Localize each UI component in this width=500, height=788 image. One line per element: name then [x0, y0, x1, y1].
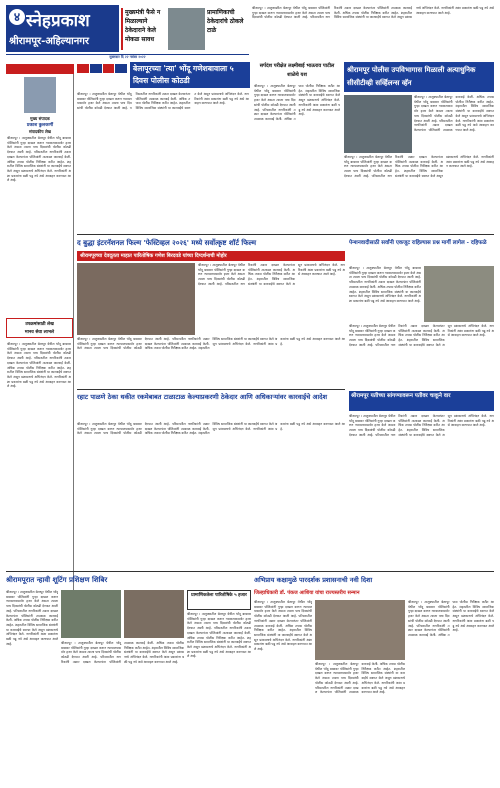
- editor-photo: [24, 77, 56, 113]
- s1-headline: बेलापूरच्या 'त्या' भोंदू गणेशबावाला ५ दिवस पोलीस कोठडी: [130, 62, 250, 88]
- s4-subheadline: श्रीरामपूरच्या देवदूतता माहात पारितोषिक गणेश बिरदवडे यांच्या दिग्दर्शनाची मोहोर: [77, 251, 345, 261]
- s7-text: श्रीरामपूर । तालुक्यातील बेलापूर येथील भोंदू बाबावर पोलिसांनी गुन्हा दाखल करून न्यायालयासमोर हजर केले असता त्याला पाच दिवसांची पोलीस कोठडी देण्यात आली आहे. परिसरातील नागरिकांनी तक्रार दाखल केल्यानंतर पोलिसांनी तात्काळ कारवाई केली. अधिक तपास पोलीस निरीक्षक करीत आहेत. शहरातील विविध सामाजिक संस्थांनी या कारवाईचे स्वागत केले असून प्रशासनाचे अभिनंदन केले. नागरिकांनी अशा प्रकारांना बळी पडू नये असे आवाहन करण्यात आले आहे.: [349, 414, 494, 437]
- divider: [77, 234, 494, 235]
- left-col-head-box: [6, 318, 73, 338]
- s7-headline: श्रीरामपूर यतीच्या सांगण्यावरून पतीवर चाकूने वार: [349, 391, 494, 411]
- left-column: [6, 64, 74, 627]
- divider: [6, 571, 494, 572]
- shooting-photo-2: [124, 590, 184, 638]
- left-col-text-2: श्रीरामपूर । तालुक्यातील बेलापूर येथील भोंदू बाबावर पोलिसांनी गुन्हा दाखल करून न्यायालयासमोर हजर केले असता त्याला पाच दिवसांची पोलीस कोठडी देण्यात आली आहे. परिसरातील नागरिकांनी तक्रार दाखल केल्यानंतर पोलिसांनी तात्काळ कारवाई केली. अधिक तपास पोलीस निरीक्षक करीत आहेत. शहरातील विविध सामाजिक संस्थांनी या कारवाईचे स्वागत केले असून प्रशासनाचे अभिनंदन केले. नागरिकांनी अशा प्रकारांना बळी पडू नये असे आवाहन करण्यात आले आहे.: [7, 342, 71, 389]
- editor-tag: संपादकीय लेख: [29, 129, 51, 134]
- s3-text-b: श्रीरामपूर । तालुक्यातील बेलापूर येथील भोंदू बाबावर पोलिसांनी गुन्हा दाखल करून न्यायालयासमोर हजर केले असता त्याला पाच दिवसांची पोलीस कोठडी देण्यात आली आहे. परिसरातील नागरिकांनी तक्रार दाखल केल्यानंतर पोलिसांनी तात्काळ कारवाई केली. अधिक तपास पोलीस निरीक्षक करीत आहेत. शहरातील विविध सामाजिक संस्थांनी या कारवाईचे स्वागत केले असून प्रशासनाचे अभिनंदन केले. नागरिकांनी अशा प्रकारांना बळी पडू नये असे आवाहन करण्यात आले आहे.: [344, 155, 494, 178]
- tag-right: प्रामाणिकाची ठेकेदारांचे ठोकले टाळे: [207, 9, 244, 34]
- s5-text-b: श्रीरामपूर । तालुक्यातील बेलापूर येथील भोंदू बाबावर पोलिसांनी गुन्हा दाखल करून न्यायालयासमोर हजर केले असता त्याला पाच दिवसांची पोलीस कोठडी देण्यात आली आहे. परिसरातील नागरिकांनी तक्रार दाखल केल्यानंतर पोलिसांनी तात्काळ कारवाई केली. अधिक तपास पोलीस निरीक्षक करीत आहेत. शहरातील विविध सामाजिक संस्थांनी या कारवाईचे स्वागत केले असून प्रशासनाचे अभिनंदन केले. नागरिकांनी अशा प्रकारांना बळी पडू नये असे आवाहन करण्यात आले आहे.: [349, 324, 494, 347]
- s9-headline: अभिप्राय कक्षामुळे पारदर्शक प्रशासनाची नवी दिशा: [254, 576, 373, 584]
- top-right-story-text: श्रीरामपूर । तालुक्यातील बेलापूर येथील भोंदू बाबावर पोलिसांनी गुन्हा दाखल करून न्यायालयासमोर हजर केले असता त्याला पाच दिवसांची पोलीस कोठडी देण्यात आली आहे. परिसरातील नागरिकांनी तक्रार दाखल केल्यानंतर पोलिसांनी तात्काळ कारवाई केली. अधिक तपास पोलीस निरीक्षक करीत आहेत. शहरातील विविध सामाजिक संस्थांनी या कारवाईचे स्वागत केले असून प्रशासनाचे अभिनंदन केले. नागरिकांनी अशा प्रकारांना बळी पडू नये असे आवाहन करण्यात आले आहे.: [252, 6, 494, 20]
- masthead-title: स्नेहप्रकाश: [26, 11, 90, 31]
- s1-text: श्रीरामपूर । तालुक्यातील बेलापूर येथील भोंदू बाबावर पोलिसांनी गुन्हा दाखल करून न्यायालयासमोर हजर केले असता त्याला पाच दिवसांची पोलीस कोठडी देण्यात आली आहे. परिसरातील नागरिकांनी तक्रार दाखल केल्यानंतर पोलिसांनी तात्काळ कारवाई केली. अधिक तपास पोलीस निरीक्षक करीत आहेत. शहरातील विविध सामाजिक संस्थांनी या कारवाईचे स्वागत केले असून प्रशासनाचे अभिनंदन केले. नागरिकांनी अशा प्रकारांना बळी पडू नये असे आवाहन करण्यात आले आहे.: [77, 92, 249, 111]
- left-col-head-b: मानव सेवा लाभले: [24, 330, 55, 335]
- s9-box-headline: प्रामाणिकतेला पारितोषिके ५ हजार: [187, 590, 251, 610]
- s5-text-a: श्रीरामपूर । तालुक्यातील बेलापूर येथील भोंदू बाबावर पोलिसांनी गुन्हा दाखल करून न्यायालयासमोर हजर केले असता त्याला पाच दिवसांची पोलीस कोठडी देण्यात आली आहे. परिसरातील नागरिकांनी तक्रार दाखल केल्यानंतर पोलिसांनी तात्काळ कारवाई केली. अधिक तपास पोलीस निरीक्षक करीत आहेत. शहरातील विविध सामाजिक संस्थांनी या कारवाईचे स्वागत केले असून प्रशासनाचे अभिनंदन केले. नागरिकांनी अशा प्रकारांना बळी पडू नये असे आवाहन करण्यात आले आहे.: [349, 266, 421, 303]
- collector-photo: [315, 600, 405, 660]
- s3-text-a: श्रीरामपूर । तालुक्यातील बेलापूर येथील भोंदू बाबावर पोलिसांनी गुन्हा दाखल करून न्यायालयासमोर हजर केले असता त्याला पाच दिवसांची पोलीस कोठडी देण्यात आली आहे. परिसरातील नागरिकांनी तक्रार दाखल केल्यानंतर पोलिसांनी तात्काळ कारवाई केली. अधिक तपास पोलीस निरीक्षक करीत आहेत. शहरातील विविध सामाजिक संस्थांनी या कारवाईचे स्वागत केले असून प्रशासनाचे अभिनंदन केले. नागरिकांनी अशा प्रकारांना बळी पडू नये असे आवाहन करण्यात आले आहे.: [414, 95, 494, 132]
- masthead-photo: [168, 8, 205, 50]
- s8-text-b: श्रीरामपूर । तालुक्यातील बेलापूर येथील भोंदू बाबावर पोलिसांनी गुन्हा दाखल करून न्यायालयासमोर हजर केले असता त्याला पाच दिवसांची पोलीस कोठडी देण्यात आली आहे. परिसरातील नागरिकांनी तक्रार दाखल केल्यानंतर पोलिसांनी तात्काळ कारवाई केली. अधिक तपास पोलीस निरीक्षक करीत आहेत. शहरातील विविध सामाजिक संस्थांनी या कारवाईचे स्वागत केले असून प्रशासनाचे अभिनंदन केले. नागरिकांनी अशा प्रकारांना बळी पडू नये असे आवाहन करण्यात आले आहे.: [61, 641, 184, 664]
- s4-text-b: श्रीरामपूर । तालुक्यातील बेलापूर येथील भोंदू बाबावर पोलिसांनी गुन्हा दाखल करून न्यायालयासमोर हजर केले असता त्याला पाच दिवसांची पोलीस कोठडी देण्यात आली आहे. परिसरातील नागरिकांनी तक्रार दाखल केल्यानंतर पोलिसांनी तात्काळ कारवाई केली. अधिक तपास पोलीस निरीक्षक करीत आहेत. शहरातील विविध सामाजिक संस्थांनी या कारवाईचे स्वागत केले असून प्रशासनाचे अभिनंदन केले. नागरिकांनी अशा प्रकारांना बळी पडू नये असे आवाहन करण्यात आले आहे.: [77, 337, 345, 351]
- dateline: मुक्तवार दि २२ नवंबर २०२२: [109, 55, 146, 59]
- s9-subheadline: जिल्हाधिकारी डॉ. पंकज आशिया यांचा राज्यस्तरीय सन्मान: [254, 590, 360, 596]
- s2-headline: सर्पदंश परीक्षेत लक्ष्मीबाई भाऊराव पाटील शाळेचे यश: [259, 63, 335, 78]
- dateline-bar: [6, 54, 249, 60]
- masthead: [6, 5, 119, 52]
- s9-text-c: श्रीरामपूर । तालुक्यातील बेलापूर येथील भोंदू बाबावर पोलिसांनी गुन्हा दाखल करून न्यायालयासमोर हजर केले असता त्याला पाच दिवसांची पोलीस कोठडी देण्यात आली आहे. परिसरातील नागरिकांनी तक्रार दाखल केल्यानंतर पोलिसांनी तात्काळ कारवाई केली. अधिक तपास पोलीस निरीक्षक करीत आहेत. शहरातील विविध सामाजिक संस्थांनी या कारवाईचे स्वागत केले असून प्रशासनाचे अभिनंदन केले. नागरिकांनी अशा प्रकारांना बळी पडू नये असे आवाहन करण्यात आले आहे.: [408, 600, 494, 637]
- s8-text-a: श्रीरामपूर । तालुक्यातील बेलापूर येथील भोंदू बाबावर पोलिसांनी गुन्हा दाखल करून न्यायालयासमोर हजर केले असता त्याला पाच दिवसांची पोलीस कोठडी देण्यात आली आहे. परिसरातील नागरिकांनी तक्रार दाखल केल्यानंतर पोलिसांनी तात्काळ कारवाई केली. अधिक तपास पोलीस निरीक्षक करीत आहेत. शहरातील विविध सामाजिक संस्थांनी या कारवाईचे स्वागत केले असून प्रशासनाचे अभिनंदन केले. नागरिकांनी अशा प्रकारांना बळी पडू नये असे आवाहन करण्यात आले आहे.: [6, 590, 58, 646]
- divider: [77, 389, 345, 390]
- section-label-bar: [77, 64, 127, 73]
- left-col-badge: [6, 64, 74, 74]
- s8-headline: श्रीरामपूरात न्हावी शूटिंग प्रशिक्षण शिबिर: [6, 576, 108, 584]
- tag-right-box: [207, 8, 249, 50]
- s4-text-a: श्रीरामपूर । तालुक्यातील बेलापूर येथील भोंदू बाबावर पोलिसांनी गुन्हा दाखल करून न्यायालयासमोर हजर केले असता त्याला पाच दिवसांची पोलीस कोठडी देण्यात आली आहे. परिसरातील नागरिकांनी तक्रार दाखल केल्यानंतर पोलिसांनी तात्काळ कारवाई केली. अधिक तपास पोलीस निरीक्षक करीत आहेत. शहरातील विविध सामाजिक संस्थांनी या कारवाईचे स्वागत केले असून प्रशासनाचे अभिनंदन केले. नागरिकांनी अशा प्रकारांना बळी पडू नये असे आवाहन करण्यात आले आहे.: [198, 263, 345, 286]
- left-col-text-1: श्रीरामपूर । तालुक्यातील बेलापूर येथील भोंदू बाबावर पोलिसांनी गुन्हा दाखल करून न्यायालयासमोर हजर केले असता त्याला पाच दिवसांची पोलीस कोठडी देण्यात आली आहे. परिसरातील नागरिकांनी तक्रार दाखल केल्यानंतर पोलिसांनी तात्काळ कारवाई केली. अधिक तपास पोलीस निरीक्षक करीत आहेत. शहरातील विविध सामाजिक संस्थांनी या कारवाईचे स्वागत केले असून प्रशासनाचे अभिनंदन केले. नागरिकांनी अशा प्रकारांना बळी पडू नये असे आवाहन करण्यात आले आहे.: [7, 136, 71, 183]
- s9-text-b: श्रीरामपूर । तालुक्यातील बेलापूर येथील भोंदू बाबावर पोलिसांनी गुन्हा दाखल करून न्यायालयासमोर हजर केले असता त्याला पाच दिवसांची पोलीस कोठडी देण्यात आली आहे. परिसरातील नागरिकांनी तक्रार दाखल केल्यानंतर पोलिसांनी तात्काळ कारवाई केली. अधिक तपास पोलीस निरीक्षक करीत आहेत. शहरातील विविध सामाजिक संस्थांनी या कारवाईचे स्वागत केले असून प्रशासनाचे अभिनंदन केले. नागरिकांनी अशा प्रकारांना बळी पडू नये असे आवाहन करण्यात आले आहे.: [315, 662, 405, 695]
- s9-box-text: श्रीरामपूर । तालुक्यातील बेलापूर येथील भोंदू बाबावर पोलिसांनी गुन्हा दाखल करून न्यायालयासमोर हजर केले असता त्याला पाच दिवसांची पोलीस कोठडी देण्यात आली आहे. परिसरातील नागरिकांनी तक्रार दाखल केल्यानंतर पोलिसांनी तात्काळ कारवाई केली. अधिक तपास पोलीस निरीक्षक करीत आहेत. शहरातील विविध सामाजिक संस्थांनी या कारवाईचे स्वागत केले असून प्रशासनाचे अभिनंदन केले. नागरिकांनी अशा प्रकारांना बळी पडू नये असे आवाहन करण्यात आले आहे.: [187, 612, 251, 659]
- s3-headline: श्रीरामपूर पोलीस उपविभागास मिळाली अत्याधुनिक सीसीटीव्ही सर्व्हिलन्स व्हॅन: [344, 62, 494, 92]
- editor-name: प्रकाश कुलकर्णी: [26, 123, 54, 128]
- s4-headline: द बुद्धा इंटरनॅशनल फिल्म 'फेस्टिव्हल २०२६' मध्ये सर्वोत्कृष्ट शॉर्ट फिल्म: [77, 239, 257, 247]
- editor-label: मुख्य संपादक: [30, 116, 50, 121]
- police-van-photo: [344, 95, 412, 153]
- s2-text: श्रीरामपूर । तालुक्यातील बेलापूर येथील भोंदू बाबावर पोलिसांनी गुन्हा दाखल करून न्यायालयासमोर हजर केले असता त्याला पाच दिवसांची पोलीस कोठडी देण्यात आली आहे. परिसरातील नागरिकांनी तक्रार दाखल केल्यानंतर पोलिसांनी तात्काळ कारवाई केली. अधिक तपास पोलीस निरीक्षक करीत आहेत. शहरातील विविध सामाजिक संस्थांनी या कारवाईचे स्वागत केले असून प्रशासनाचे अभिनंदन केले. नागरिकांनी अशा प्रकारांना बळी पडू नये असे आवाहन करण्यात आले आहे.: [254, 84, 340, 121]
- tag-left: मुख्यमंत्री फैसे न मिळाल्याने ठेकेदाराने केले मोकळ सावध: [125, 9, 161, 43]
- issue-number: ४: [13, 10, 21, 24]
- s6-text: श्रीरामपूर । तालुक्यातील बेलापूर येथील भोंदू बाबावर पोलिसांनी गुन्हा दाखल करून न्यायालयासमोर हजर केले असता त्याला पाच दिवसांची पोलीस कोठडी देण्यात आली आहे. परिसरातील नागरिकांनी तक्रार दाखल केल्यानंतर पोलिसांनी तात्काळ कारवाई केली. अधिक तपास पोलीस निरीक्षक करीत आहेत. शहरातील विविध सामाजिक संस्थांनी या कारवाईचे स्वागत केले असून प्रशासनाचे अभिनंदन केले. नागरिकांनी अशा प्रकारांना बळी पडू नये असे आवाहन करण्यात आले आहे.: [77, 422, 345, 436]
- s9-text-a: श्रीरामपूर । तालुक्यातील बेलापूर येथील भोंदू बाबावर पोलिसांनी गुन्हा दाखल करून न्यायालयासमोर हजर केले असता त्याला पाच दिवसांची पोलीस कोठडी देण्यात आली आहे. परिसरातील नागरिकांनी तक्रार दाखल केल्यानंतर पोलिसांनी तात्काळ कारवाई केली. अधिक तपास पोलीस निरीक्षक करीत आहेत. शहरातील विविध सामाजिक संस्थांनी या कारवाईचे स्वागत केले असून प्रशासनाचे अभिनंदन केले. नागरिकांनी अशा प्रकारांना बळी पडू नये असे आवाहन करण्यात आले आहे.: [254, 600, 312, 652]
- s6-headline: रहाट पाळणे ठेका थकीत रकमेबाबत टाळाटाळ केल्याप्रकरणी ठेकेदार आणि अधिकाऱ्यांवर कारवाईचे आदेश: [77, 393, 328, 401]
- s5-headline: पेन्शनवादीसाठी सर्वांनी एकजूट राहिल्यास प्रश्न मार्गी लागेल - दहिफळे: [349, 240, 487, 246]
- issue-badge: [9, 9, 25, 25]
- masthead-subtitle: श्रीरामपूर-अहिल्यानगर: [9, 36, 90, 47]
- shooting-photo-1: [61, 590, 121, 638]
- pension-photo: [424, 266, 494, 322]
- film-award-photo: [77, 263, 195, 335]
- tag-left-box: [121, 8, 167, 50]
- left-col-head-a: उपक्रमांसाठी लेख: [25, 322, 54, 327]
